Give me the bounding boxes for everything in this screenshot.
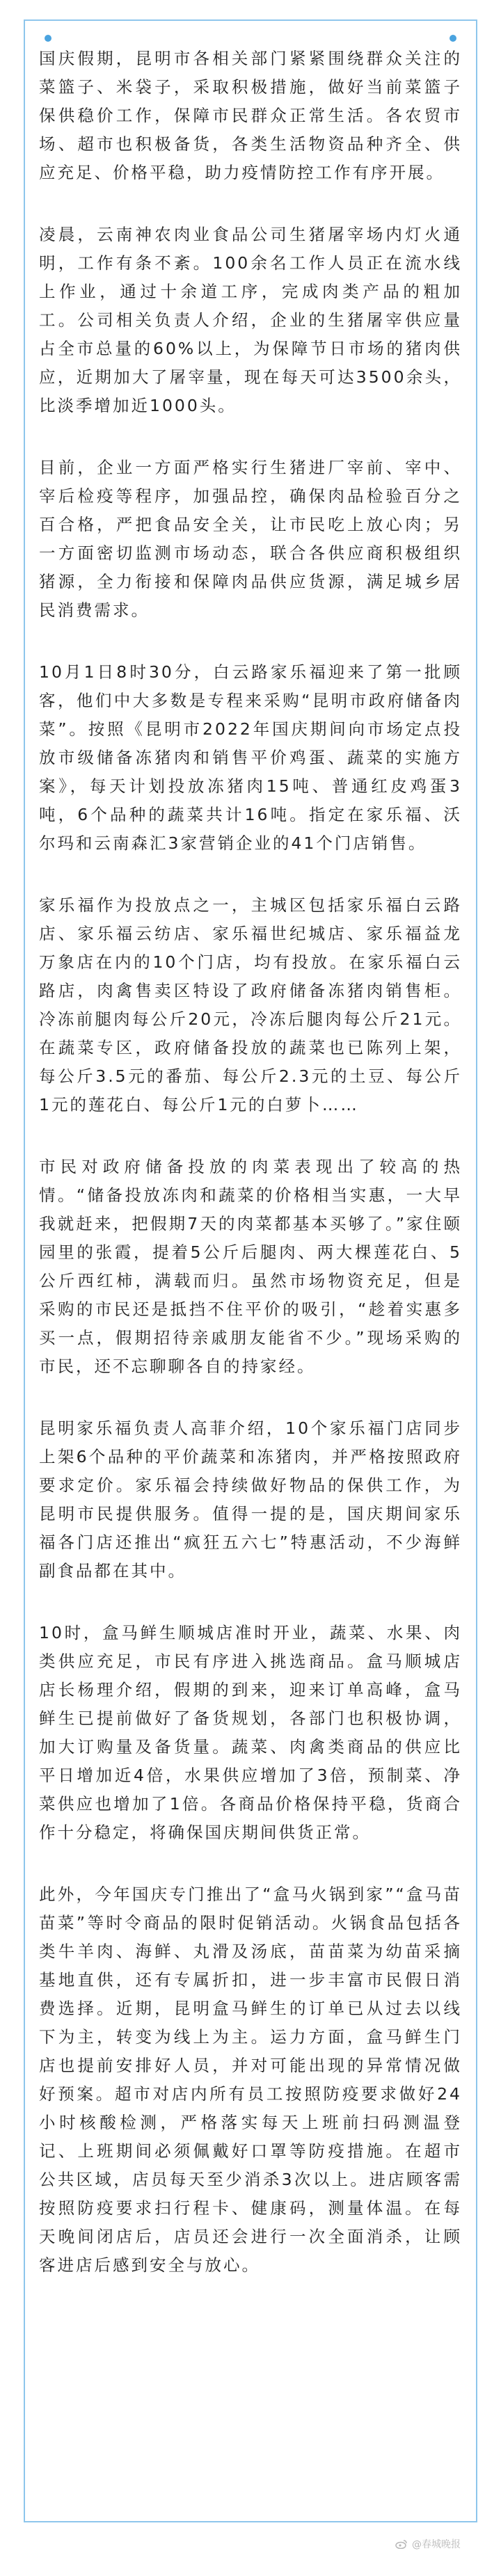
article-paragraph: 10月1日8时30分，白云路家乐福迎来了第一批顾客，他们中大多数是专程来采购“昆明市政府储备肉菜”。按照《昆明市2022年国庆期间向市场定点投放市级储备冻猪肉和销售平价鸡蛋、蔬菜的实施方案》，每天计划投放冻猪肉15吨、普通红皮鸡蛋3吨，6个品种的蔬菜共计16吨。指定在家乐福、沃尔玛和云南森汇3家营销企业的41个门店销售。 bbox=[39, 662, 462, 853]
article-paragraph: 10时，盒马鲜生顺城店准时开业，蔬菜、水果、肉类供应充足，市民有序进入挑选商品。盒马顺城店店长杨理介绍，假期的到来，迎来订单高峰，盒马鲜生已提前做好了备货规划，各部门也积极协调，加大订购量及备货量。蔬菜、肉禽类商品的供应比平日增加近4倍，水果供应增加了3倍，预制菜、净菜供应也增加了1倍。各商品价格保持平稳，货商合作十分稳定，将确保国庆期间供货正常。 bbox=[39, 1623, 462, 1842]
top-border-line bbox=[25, 19, 476, 21]
weibo-icon bbox=[395, 2539, 408, 2549]
article-card bbox=[24, 19, 477, 2522]
article-paragraph: 国庆假期，昆明市各相关部门紧紧围绕群众关注的菜篮子、米袋子，采取积极措施，做好当前菜篮子保供稳价工作，保障市民群众正常生活。各农贸市场、超市也积极备货，各类生活物资品种齐全、供应充足、价格平稳，助力疫情防控工作有序开展。 bbox=[39, 49, 462, 182]
watermark-text: @春城晚报 bbox=[412, 2539, 461, 2550]
article-body bbox=[39, 45, 462, 2313]
article-paragraph: 此外，今年国庆专门推出了“盒马火锅到家”“盒马苗苗菜”等时令商品的限时促销活动。火锅食品包括各类牛羊肉、海鲜、丸滑及汤底，苗苗菜为幼苗采摘基地直供，还有专属折扣，进一步丰富市民假日消费选择。近期，昆明盒马鲜生的订单已从过去以线下为主，转变为线上为主。运力方面，盒马鲜生门店也提前安排好人员，并对可能出现的异常情况做好预案。超市对店内所有员工按照防疫要求做好24小时核酸检测，严格落实每天上班前扫码测温登记、上班期间必须佩戴好口罩等防疫措施。在超市公共区域，店员每天至少消杀3次以上。进店顾客需按照防疫要求扫行程卡、健康码，测量体温。在每天晚间闭店后，店员还会进行一次全面消杀，让顾客进店后感到安全与放心。 bbox=[39, 1885, 462, 2275]
source-watermark bbox=[395, 2537, 461, 2551]
article-paragraph: 凌晨，云南神农肉业食品公司生猪屠宰场内灯火通明，工作有条不紊。100余名工作人员正在流水线上作业，通过十余道工序，完成肉类产品的粗加工。公司相关负责人介绍，企业的生猪屠宰供应量占全市总量的60%以上，为保障节日市场的猪肉供应，近期加大了屠宰量，现在每天可达3500余头，比淡季增加近1000头。 bbox=[39, 225, 462, 415]
top-left-dot-ornament bbox=[45, 35, 51, 42]
article-paragraph: 目前，企业一方面严格实行生猪进厂宰前、宰中、宰后检疫等程序，加强品控，确保肉品检验百分之百合格，严把食品安全关，让市民吃上放心肉；另一方面密切监测市场动态，联合各供应商积极组织猪源，全力衔接和保障肉品供应货源，满足城乡居民消费需求。 bbox=[39, 458, 462, 620]
article-paragraph: 市民对政府储备投放的肉菜表现出了较高的热情。“储备投放冻肉和蔬菜的价格相当实惠，一大早我就赶来，把假期7天的肉菜都基本买够了。”家住颐园里的张霞，提着5公斤后腿肉、两大棵莲花白、5公斤西红柿，满载而归。虽然市场物资充足，但是采购的市民还是抵挡不住平价的吸引，“趁着实惠多买一点，假期招待亲戚朋友能省不少。”现场采购的市民，还不忘聊聊各自的持家经。 bbox=[39, 1157, 462, 1376]
article-paragraph: 家乐福作为投放点之一，主城区包括家乐福白云路店、家乐福云纺店、家乐福世纪城店、家乐福益龙万象店在内的10个门店，均有投放。在家乐福白云路店，肉禽售卖区特设了政府储备冻猪肉销售柜。冷冻前腿肉每公斤20元，冷冻后腿肉每公斤21元。在蔬菜专区，政府储备投放的蔬菜也已陈列上架，每公斤3.5元的番茄、每公斤2.3元的土豆、每公斤1元的莲花白、每公斤1元的白萝卜…… bbox=[39, 895, 462, 1114]
top-right-dot-ornament bbox=[450, 35, 456, 42]
article-paragraph: 昆明家乐福负责人高菲介绍，10个家乐福门店同步上架6个品种的平价蔬菜和冻猪肉，并严格按照政府要求定价。家乐福会持续做好物品的保供工作，为昆明市民提供服务。值得一提的是，国庆期间家乐福各门店还推出“疯狂五六七”特惠活动，不少海鲜副食品都在其中。 bbox=[39, 1418, 462, 1581]
